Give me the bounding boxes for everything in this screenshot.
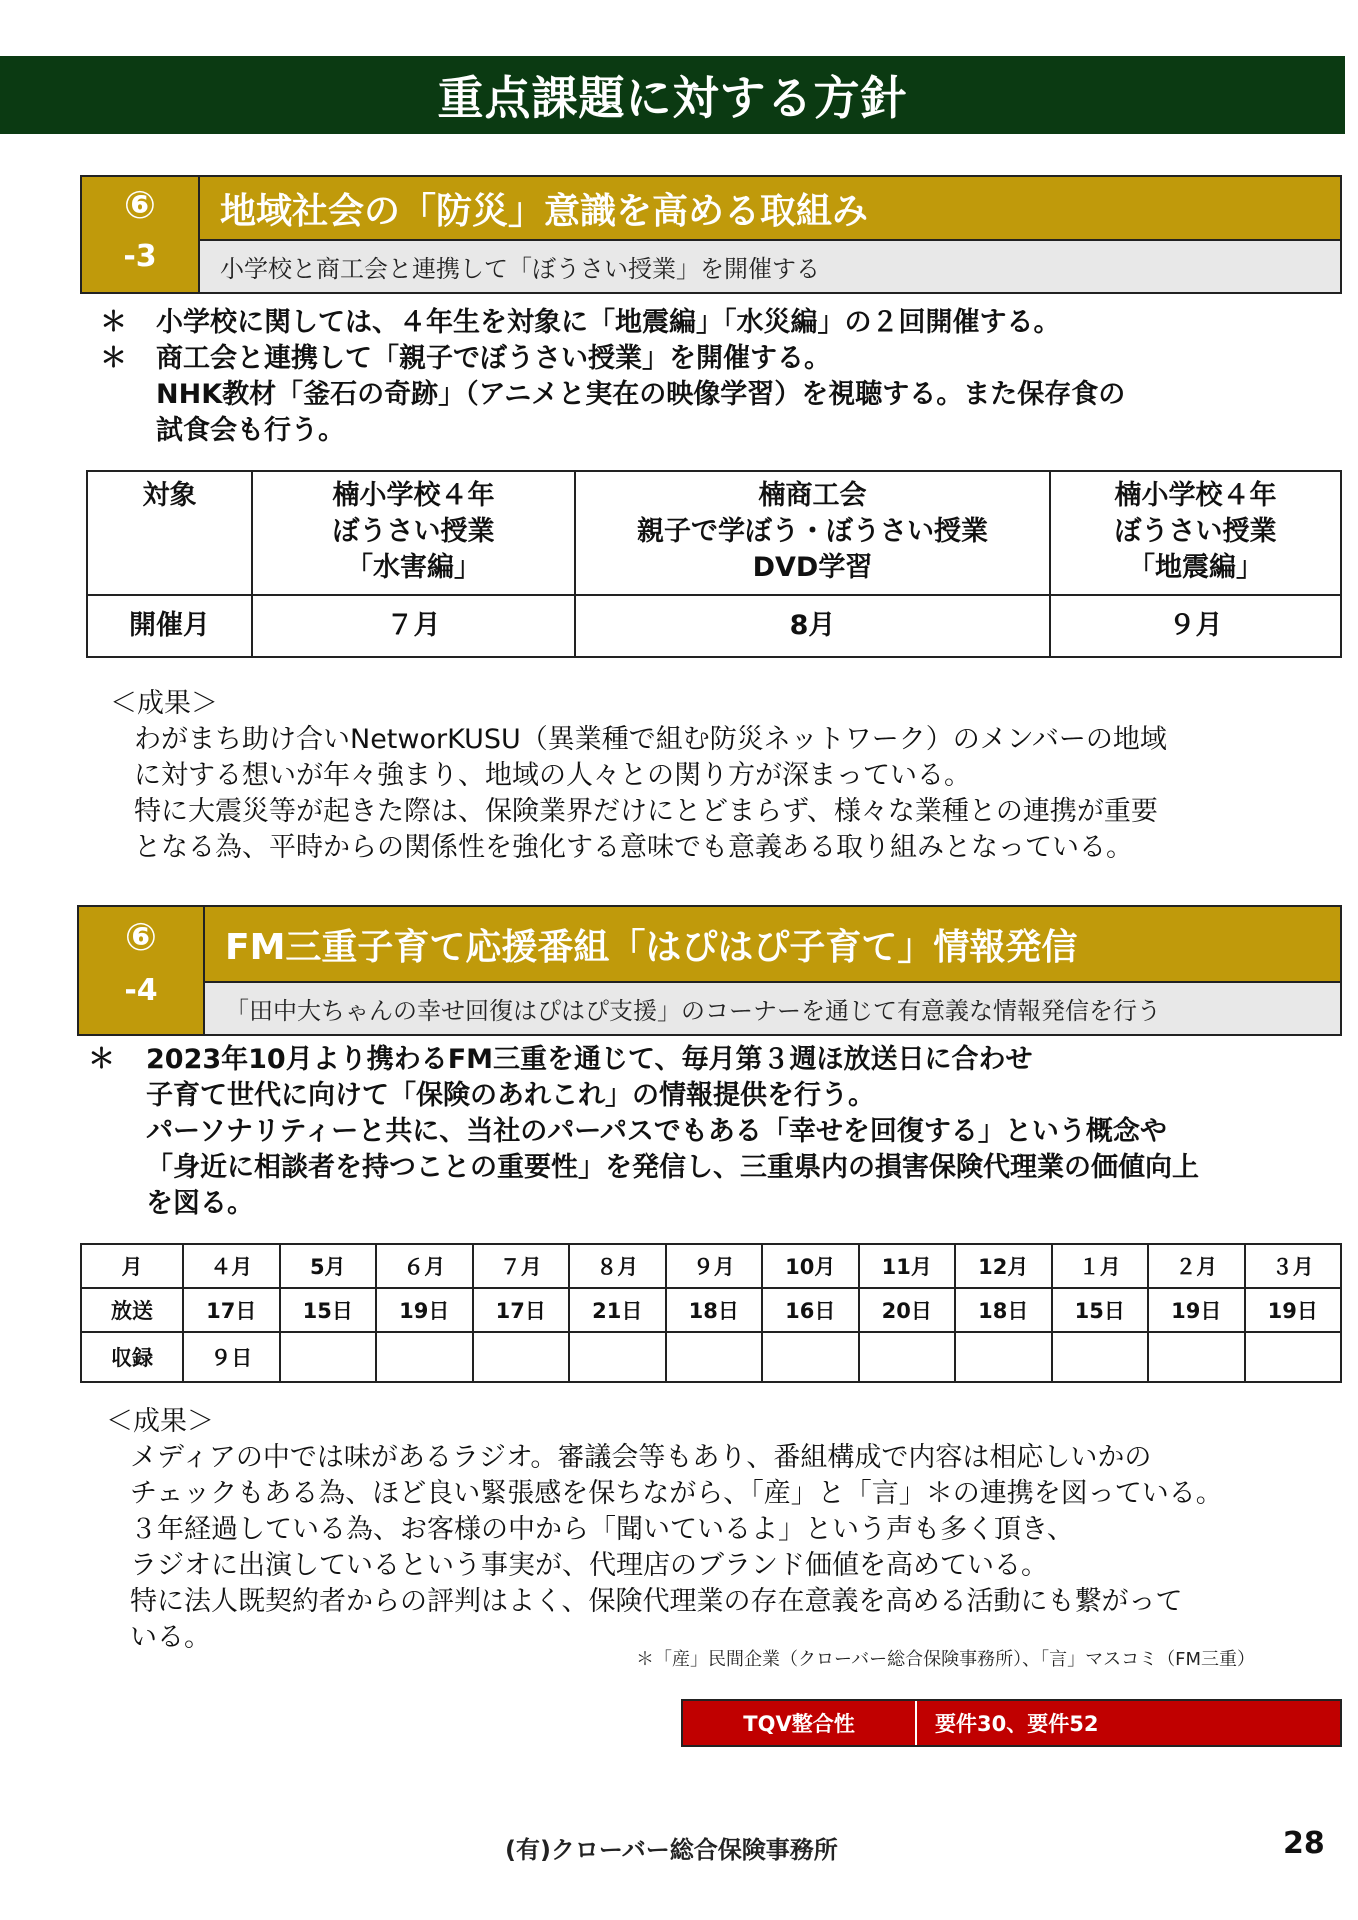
table-cell: ７月 (252, 595, 575, 657)
bullet-mark: ＊ (88, 1044, 115, 1075)
schedule-cell: １月 (1052, 1244, 1149, 1288)
table-row-broadcast (81, 1288, 1341, 1332)
result-heading: ＜成果＞ (106, 1406, 214, 1437)
section-subtitle: 「田中大ちゃんの幸せ回復はぴはぴ支援」のコーナーを通じて有意義な情報発信を行う (205, 983, 1340, 1034)
section-header-6-3 (80, 175, 1342, 294)
bullet-item (100, 341, 1330, 449)
schedule-cell: 21日 (569, 1288, 666, 1332)
table-header-target: 対象 (87, 471, 252, 595)
section-number-box (79, 907, 205, 1034)
bullet-line: 「身近に相談者を持つことの重要性」を発信し、三重県内の損害保険代理業の価値向上 (146, 1152, 1199, 1183)
result-line: わがまち助け合いNetworKUSU（異業種で組む防災ネットワーク）のメンバーの地域 (134, 724, 1167, 755)
schedule-cell: 17日 (473, 1288, 570, 1332)
schedule-cell (666, 1332, 763, 1382)
bullet-text (146, 1042, 1343, 1222)
section2-bullets (88, 1042, 1343, 1222)
schedule-cell: 19日 (1148, 1288, 1245, 1332)
cell-line: ぼうさい授業 (332, 516, 495, 547)
schedule-cell (955, 1332, 1052, 1382)
table-cell (252, 471, 575, 595)
section-title: FM三重子育て応援番組「はぴはぴ子育て」情報発信 (205, 907, 1340, 983)
table-row (87, 595, 1341, 657)
table-row-months (81, 1244, 1341, 1288)
schedule-cell (1148, 1332, 1245, 1382)
schedule-cell: ４月 (183, 1244, 280, 1288)
page-title: 重点課題に対する方針 (0, 56, 1345, 134)
bullet-item (88, 1042, 1343, 1222)
schedule-cell: 19日 (376, 1288, 473, 1332)
table-cell: ９月 (1050, 595, 1341, 657)
bullet-line: 商工会と連携して「親子でぼうさい授業」を開催する。 (156, 343, 831, 374)
section-number-box (82, 177, 200, 292)
schedule-cell: ８月 (569, 1244, 666, 1288)
section-title: 地域社会の「防災」意識を高める取組み (200, 177, 1340, 241)
bullet-line: NHK教材「釜石の奇跡」（アニメと実在の映像学習）を視聴する。また保存食の (156, 379, 1126, 410)
bullet-line: 試食会も行う。 (156, 415, 345, 446)
bullet-line: パーソナリティーと共に、当社のパーパスでもある「幸せを回復する」という概念や (146, 1116, 1167, 1147)
result-line: に対する想いが年々強まり、地域の人々との関り方が深まっている。 (134, 760, 971, 791)
schedule-cell: 12月 (955, 1244, 1052, 1288)
tqv-box (681, 1699, 1342, 1747)
company-name: (有)クローバー総合保険事務所 (505, 1836, 838, 1864)
section1-results (110, 686, 1340, 866)
cell-line: 「水害編」 (346, 552, 481, 583)
cell-line: ぼうさい授業 (1114, 516, 1277, 547)
section-header-6-4 (77, 905, 1342, 1036)
table-row-label-month: 開催月 (87, 595, 252, 657)
schedule-cell (1052, 1332, 1149, 1382)
result-line: メディアの中では味があるラジオ。審議会等もあり、番組構成で内容は相応しいかの (130, 1442, 1152, 1473)
schedule-cell: 15日 (280, 1288, 377, 1332)
schedule-cell: 15日 (1052, 1288, 1149, 1332)
bullet-text (156, 341, 1330, 449)
cell-line: 「地震編」 (1128, 552, 1263, 583)
table-cell (575, 471, 1050, 595)
schedule-cell: 5月 (280, 1244, 377, 1288)
footnote: ＊「産」民間企業（クローバー総合保険事務所）、「言」マスコミ（FM三重） (636, 1649, 1255, 1670)
bullet-line: 子育て世代に向けて「保険のあれこれ」の情報提供を行う。 (146, 1080, 875, 1111)
result-heading: ＜成果＞ (110, 688, 218, 719)
table-row-recording (81, 1332, 1341, 1382)
section1-bullets (100, 305, 1330, 449)
row-label: 月 (81, 1244, 183, 1288)
schedule-cell: ６月 (376, 1244, 473, 1288)
result-line: となる為、平時からの関係性を強化する意味でも意義ある取り組みとなっている。 (134, 832, 1133, 863)
schedule-cell: 17日 (183, 1288, 280, 1332)
schedule-cell (376, 1332, 473, 1382)
schedule-cell (280, 1332, 377, 1382)
bullet-line: 2023年10月より携わるFM三重を通じて、毎月第３週ほ放送日に合わせ (146, 1044, 1033, 1075)
cell-line: 楠小学校４年 (332, 480, 495, 511)
result-line: チェックもある為、ほど良い緊張感を保ちながら、「産」と「言」＊の連携を図っている。 (130, 1478, 1223, 1509)
bullet-item (100, 305, 1330, 341)
result-line: 特に大震災等が起きた際は、保険業界だけにとどまらず、様々な業種との連携が重要 (134, 796, 1158, 827)
cell-line: DVD学習 (752, 552, 873, 583)
page-number: 28 (1283, 1826, 1325, 1861)
schedule-cell (859, 1332, 956, 1382)
schedule-cell: 10月 (762, 1244, 859, 1288)
schedule-cell: 11月 (859, 1244, 956, 1288)
section-subtitle: 小学校と商工会と連携して「ぼうさい授業」を開催する (200, 241, 1340, 292)
cell-line: 楠小学校４年 (1114, 480, 1277, 511)
schedule-cell: ２月 (1148, 1244, 1245, 1288)
schedule-cell (569, 1332, 666, 1382)
schedule-cell: ９日 (183, 1332, 280, 1382)
schedule-cell (473, 1332, 570, 1382)
schedule-cell: ３月 (1245, 1244, 1342, 1288)
schedule-cell (1245, 1332, 1342, 1382)
schedule-cell: 19日 (1245, 1288, 1342, 1332)
schedule-cell: 18日 (666, 1288, 763, 1332)
row-label: 収録 (81, 1332, 183, 1382)
schedule-cell (762, 1332, 859, 1382)
schedule-cell: 16日 (762, 1288, 859, 1332)
section-subnumber: -4 (124, 973, 158, 1008)
schedule-cell: 18日 (955, 1288, 1052, 1332)
bullet-mark: ＊ (100, 307, 127, 338)
section-number: ⑥ (123, 183, 157, 227)
row-label: 放送 (81, 1288, 183, 1332)
cell-line: 親子で学ぼう・ぼうさい授業 (637, 516, 988, 547)
schedule-cell: ９月 (666, 1244, 763, 1288)
broadcast-schedule-table (80, 1243, 1342, 1383)
bullet-mark: ＊ (100, 343, 127, 374)
bousai-schedule-table (86, 470, 1342, 658)
table-row (87, 471, 1341, 595)
result-line: いる。 (130, 1622, 211, 1653)
section2-results (106, 1404, 1356, 1656)
section-number: ⑥ (124, 915, 158, 959)
result-line: ３年経過している為、お客様の中から「聞いているよ」という声も多く頂き、 (130, 1514, 1074, 1545)
table-cell (1050, 471, 1341, 595)
schedule-cell: ７月 (473, 1244, 570, 1288)
bullet-line: を図る。 (146, 1188, 254, 1219)
table-cell: 8月 (575, 595, 1050, 657)
result-line: ラジオに出演しているという事実が、代理店のブランド価値を高めている。 (130, 1550, 1048, 1581)
result-line: 特に法人既契約者からの評判はよく、保険代理業の存在意義を高める活動にも繋がって (130, 1586, 1183, 1617)
bullet-text: 小学校に関しては、４年生を対象に「地震編」「水災編」の２回開催する。 (156, 307, 1061, 338)
tqv-label: TQV整合性 (683, 1701, 917, 1745)
schedule-cell: 20日 (859, 1288, 956, 1332)
tqv-value: 要件30、要件52 (917, 1701, 1340, 1745)
cell-line: 楠商工会 (758, 480, 867, 511)
section-subnumber: -3 (123, 239, 157, 274)
